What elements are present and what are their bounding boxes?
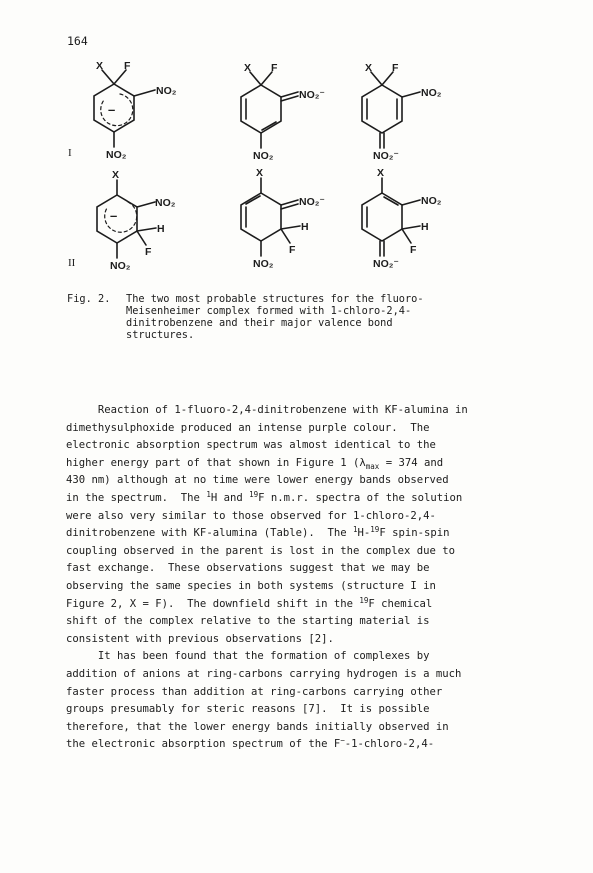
atom-no2-minus: NO₂⁻	[299, 89, 325, 101]
text-line: Reaction of 1-fluoro-2,4-dinitrobenzene with KF-alumina in	[66, 404, 468, 416]
atom-no2: NO₂	[253, 150, 274, 162]
text-line: dinitrobenzene with KF-alumina (Table). The $^1$H-$^{19}$F spin-spin	[66, 525, 450, 540]
atom-no2: NO₂	[421, 87, 442, 99]
text-line: therefore, that the lower energy bands initially observed in	[66, 720, 449, 733]
atom-no2-minus: NO₂⁻	[299, 196, 325, 208]
body-text	[66, 402, 536, 754]
text-line: higher energy part of that shown in Figure 1 ($\lambda_{max} = 374$ and	[66, 456, 444, 471]
structure-I-para-nitronate	[362, 72, 420, 148]
atom-x: X	[256, 167, 264, 179]
text-line: addition of anions at ring-carbons carrying hydrogen is a much	[66, 667, 462, 680]
atom-x: X	[96, 60, 104, 72]
atom-f: F	[289, 244, 296, 256]
page-number: 164	[67, 34, 88, 48]
text-line: were also very similar to those observed for 1-chloro-2,4-	[66, 509, 436, 522]
row-label-I: I	[68, 147, 72, 159]
atom-no2-minus: NO₂⁻	[373, 258, 399, 270]
charge-minus: –	[110, 208, 118, 223]
text-line: faster process than addition at ring-carbons carrying other	[66, 685, 443, 698]
text-line: Figure 2, X = F). The downfield shift in the $^{19}$F chemical	[66, 595, 433, 610]
atom-no2: NO₂	[156, 85, 177, 97]
atom-no2: NO₂	[421, 195, 442, 207]
atom-h: H	[157, 223, 165, 235]
atom-f: F	[271, 62, 278, 74]
atom-x: X	[377, 167, 385, 179]
text-line: observing the same species in both systems (structure I in	[66, 579, 436, 592]
structure-I-ortho-nitronate	[241, 72, 298, 148]
atom-f: F	[392, 62, 399, 74]
atom-f: F	[124, 60, 131, 72]
atom-h: H	[301, 221, 309, 233]
text-line: dimethysulphoxide produced an intense purple colour. The	[66, 421, 430, 434]
text-line: It has been found that the formation of complexes by	[66, 650, 430, 663]
meisenheimer-structures-diagram	[60, 52, 490, 288]
atom-no2: NO₂	[253, 258, 274, 270]
text-line: coupling observed in the parent is lost in the complex due to	[66, 544, 456, 557]
figure-2	[60, 52, 490, 288]
structure-I-delocalised	[94, 70, 155, 147]
caption-label: Fig. 2.	[67, 293, 111, 305]
atom-x: X	[244, 62, 252, 74]
atom-x: X	[112, 169, 120, 181]
atom-f: F	[145, 246, 152, 258]
text-line: the electronic absorption spectrum of the F−-1-chloro-2,4-	[66, 736, 435, 751]
text-line: shift of the complex relative to the starting material is	[66, 615, 430, 628]
text-line: groups presumably for steric reasons [7]. It is possible	[66, 703, 430, 716]
text-line: 430 nm) although at no time were lower energy bands observed	[66, 474, 449, 487]
atom-x: X	[365, 62, 373, 74]
row-label-II: II	[68, 257, 76, 269]
atom-f: F	[410, 244, 417, 256]
text-line: in the spectrum. The $^1$H and $^{19}$F n.m.r. spectra of the solution	[66, 489, 463, 504]
atom-no2: NO₂	[155, 197, 176, 209]
caption-text: The two most probable structures for the fluoro- Meisenheimer complex formed with 1-chloro-2,4- dinitrobenzene and their major valence bond structures.	[126, 293, 424, 341]
text-line: consistent with previous observations [2].	[66, 632, 334, 645]
text-line: fast exchange. These observations suggest that we may be	[66, 562, 430, 575]
atom-no2: NO₂	[110, 260, 131, 272]
atom-no2: NO₂	[106, 149, 127, 161]
charge-minus: –	[108, 102, 116, 117]
atom-no2-minus: NO₂⁻	[373, 150, 399, 162]
atom-h: H	[421, 221, 429, 233]
text-line: electronic absorption spectrum was almost identical to the	[66, 439, 436, 452]
